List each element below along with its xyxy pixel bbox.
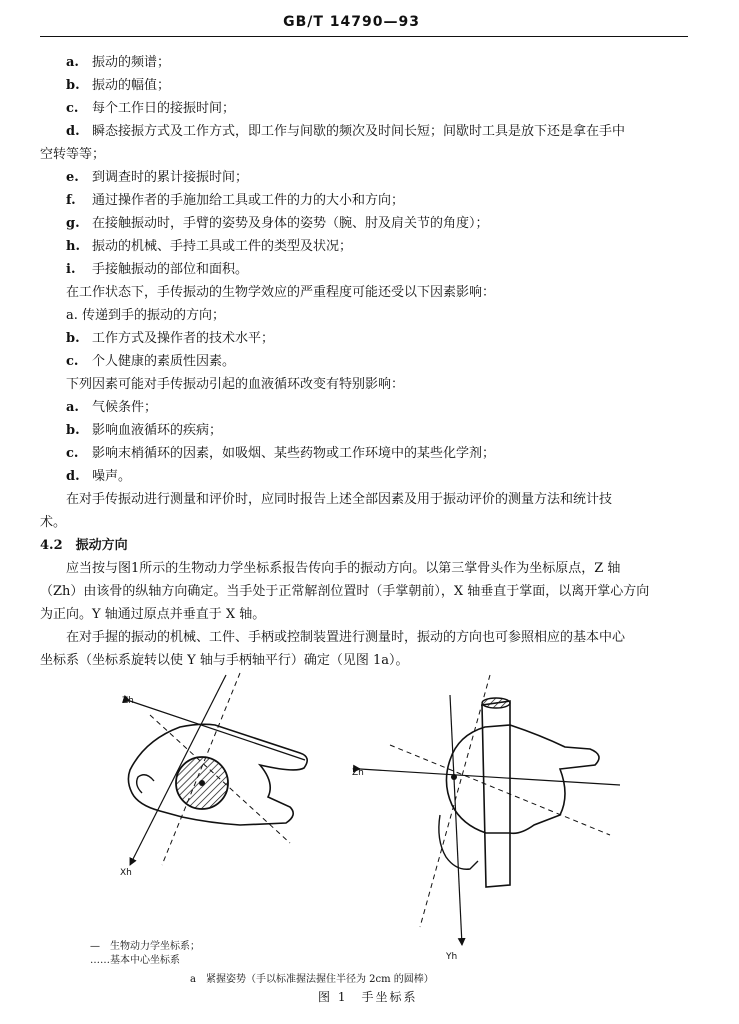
paragraph-line: 为正向。Y 轴通过原点并垂直于 X 轴。 <box>40 607 266 622</box>
list-item: c. 影响末梢循环的因素，如吸烟、某些药物或工作环境中的某些化学剂； <box>66 446 496 461</box>
paragraph-line: 空转等等； <box>40 147 106 162</box>
list-item: b. 工作方式及操作者的技术水平； <box>66 331 275 346</box>
figure-caption: 图 1 手坐标系 <box>318 990 418 1004</box>
page-header <box>40 14 688 37</box>
paragraph-line: （Zh）由该骨的纵轴方向确定。当手处于正常解剖位置时（手掌朝前），X 轴垂直于掌面，以离开掌心方向 <box>40 584 650 599</box>
list-item: i. 手接触振动的部位和面积。 <box>66 262 249 277</box>
list-item: h. 振动的机械、手持工具或工件的类型及状况； <box>66 239 353 254</box>
list-item: a. 振动的频谱； <box>66 55 171 70</box>
list-item: f. 通过操作者的手施加给工具或工件的力的大小和方向； <box>66 193 405 208</box>
list-item: a. 气候条件； <box>66 400 158 415</box>
section-heading: 4.2 振动方向 <box>40 538 128 553</box>
left-hand-figure <box>120 673 307 878</box>
paragraph-line: 在对手传振动进行测量和评价时，应同时报告上述全部因素及用于振动评价的测量方法和统计技 <box>66 492 613 507</box>
xh-axis-label-left: Xh <box>120 868 132 878</box>
list-item: g. 在接触振动时，手臂的姿势及身体的姿势（腕、肘及肩关节的角度）； <box>66 216 489 231</box>
paragraph-line: 下列因素可能对手传振动引起的血液循环改变有特别影响： <box>66 377 405 392</box>
list-item: b. 振动的幅值； <box>66 78 171 93</box>
paragraph-line: 坐标系（坐标系旋转以使 Y 轴与手柄轴平行）确定（见图 1a）。 <box>40 653 409 668</box>
yh-axis-label-right: Yh <box>446 952 458 962</box>
list-item: c. 个人健康的素质性因素。 <box>66 354 236 369</box>
list-item: b. 影响血液循环的疾病； <box>66 423 223 438</box>
hand-coordinate-diagram <box>90 665 690 965</box>
list-item: a. 传递到手的振动的方向； <box>66 308 226 323</box>
zh-axis-label-right: Zh <box>352 768 364 778</box>
list-item: e. 到调查时的累计接振时间； <box>66 170 249 185</box>
legend-basicentric: ……基本中心坐标系 <box>90 955 180 966</box>
paragraph-line: 应当按与图1所示的生物动力学坐标系报告传向手的振动方向。以第三掌骨头作为坐标原点，Z 轴 <box>66 561 621 576</box>
legend-biodynamic: — 生物动力学坐标系； <box>90 941 200 952</box>
list-item: c. 每个工作日的接振时间； <box>66 101 236 116</box>
figure-hand-coordinates <box>90 665 690 965</box>
paragraph-line: 在工作状态下，手传振动的生物学效应的严重程度可能还受以下因素影响： <box>66 285 496 300</box>
right-hand-figure <box>352 675 620 962</box>
list-item: d. 噪声。 <box>66 469 132 484</box>
document-code: GB/T 14790—93 <box>283 14 420 30</box>
list-item: d. 瞬态接振方式及工作方式，即工作与间歇的频次及时间长短；间歇时工具是放下还是拿在手中 <box>66 124 626 139</box>
figure-subcaption: a 紧握姿势（手以标准握法握住半径为 2cm 的圆棒） <box>190 974 434 985</box>
paragraph-line: 在对手握的振动的机械、工件、手柄或控制装置进行测量时，振动的方向也可参照相应的基本中心 <box>66 630 626 645</box>
paragraph-line: 术。 <box>40 515 67 530</box>
zh-axis-label-left: Zh <box>122 696 134 706</box>
